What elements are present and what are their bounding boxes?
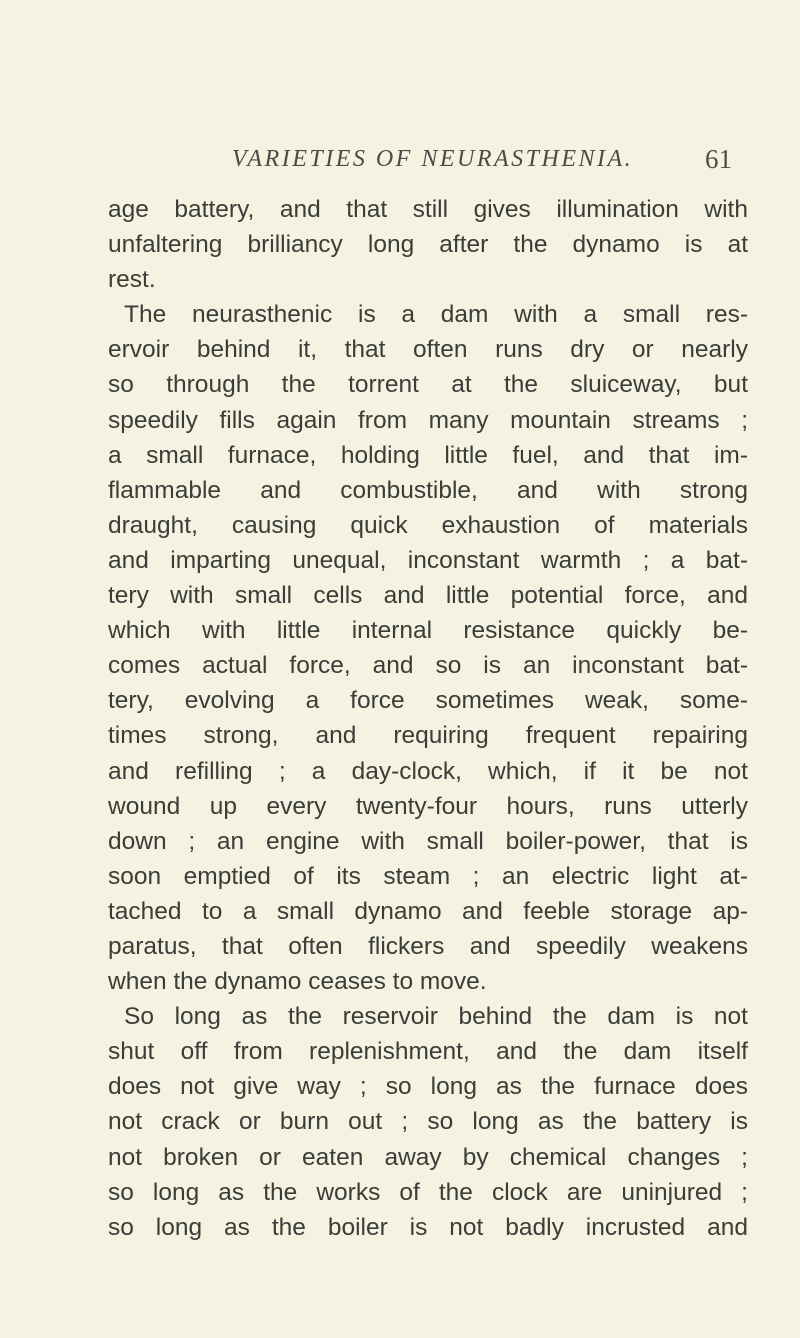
text-line: speedily fills again from many mountain streams ;: [108, 406, 748, 434]
text-line: so long as the boiler is not badly incrusted and: [108, 1213, 748, 1241]
text-line: so through the torrent at the sluiceway, but: [108, 371, 748, 399]
text-line: does not give way ; so long as the furnace does: [108, 1073, 748, 1101]
text-line: and imparting unequal, inconstant warmth ; a bat-: [108, 546, 748, 574]
page-header: [232, 146, 732, 182]
text-line: rest.: [108, 266, 156, 294]
body-text: [108, 192, 748, 1245]
text-line: shut off from replenishment, and the dam itself: [108, 1038, 748, 1066]
text-line: which with little internal resistance quickly be-: [108, 617, 748, 645]
text-line: soon emptied of its steam ; an electric light at-: [108, 862, 748, 890]
text-line: when the dynamo ceases to move.: [108, 968, 487, 996]
text-line: draught, causing quick exhaustion of materials: [108, 511, 748, 539]
text-line: tery, evolving a force sometimes weak, some-: [108, 687, 748, 715]
text-line: not crack or burn out ; so long as the battery is: [108, 1108, 748, 1136]
text-line: times strong, and requiring frequent repairing: [108, 722, 748, 750]
text-line: The neurasthenic is a dam with a small res-: [124, 301, 748, 329]
running-head: VARIETIES OF NEURASTHENIA.: [232, 146, 634, 172]
text-line: so long as the works of the clock are uninjured ;: [108, 1178, 748, 1206]
page-number: 61: [705, 144, 732, 174]
text-line: ervoir behind it, that often runs dry or nearly: [108, 336, 748, 364]
text-line: tery with small cells and little potential force, and: [108, 582, 748, 610]
text-line: tached to a small dynamo and feeble storage ap-: [108, 897, 748, 925]
text-line: a small furnace, holding little fuel, and that im-: [108, 441, 748, 469]
text-line: age battery, and that still gives illumination with: [108, 196, 748, 223]
text-line: flammable and combustible, and with strong: [108, 476, 748, 504]
text-line: comes actual force, and so is an inconstant bat-: [108, 652, 748, 680]
text-line: not broken or eaten away by chemical changes ;: [108, 1143, 748, 1171]
text-line: So long as the reservoir behind the dam is not: [124, 1003, 748, 1031]
text-line: and refilling ; a day-clock, which, if it be not: [108, 757, 748, 785]
text-line: down ; an engine with small boiler-power, that is: [108, 827, 748, 855]
text-line: wound up every twenty-four hours, runs utterly: [108, 792, 748, 820]
text-line: paratus, that often flickers and speedily weakens: [108, 932, 748, 960]
text-line: unfaltering brilliancy long after the dynamo is at: [108, 231, 748, 259]
